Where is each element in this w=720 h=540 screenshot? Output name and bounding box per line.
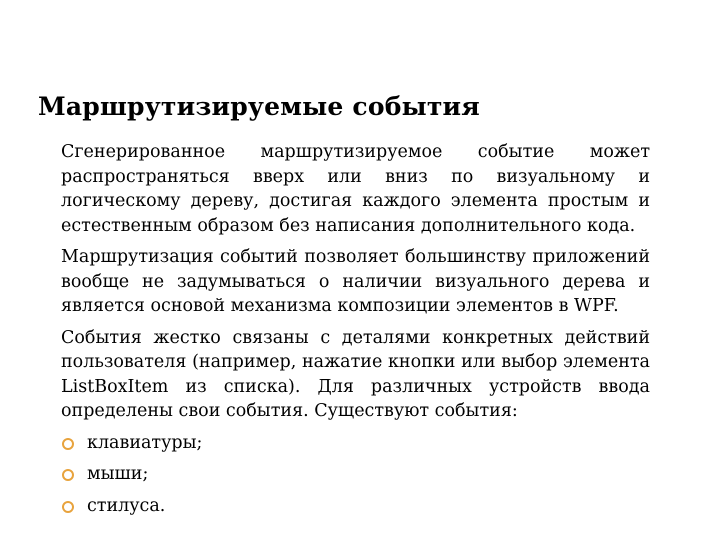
slide-title: Маршрутизируемые события — [38, 92, 480, 121]
hollow-circle-bullet-icon — [62, 469, 74, 481]
device-event-list — [61, 431, 650, 519]
hollow-circle-bullet-icon — [62, 438, 74, 450]
list-item-keyboard — [61, 431, 650, 456]
list-item-label: стилуса. — [87, 495, 166, 516]
paragraph-event-routing-benefit: Маршрутизация событий позволяет большинству приложений вообще не задумываться о наличии визуального дерева и является основой механизма композиции элементов в WPF. — [61, 247, 650, 316]
paragraph-routed-event-propagation: Сгенерированное маршрутизируемое событие может распространяться вверх или вниз по визуальному и логическому дереву, достигая каждого элемента простым и естественным образом без написания дополнительного кода. — [61, 142, 650, 236]
hollow-circle-bullet-icon — [62, 501, 74, 513]
list-item-stylus — [61, 494, 650, 519]
list-item-label: мыши; — [87, 464, 149, 484]
slide-body — [61, 140, 650, 525]
list-item-mouse — [61, 462, 650, 487]
list-item-label: клавиатуры; — [87, 432, 203, 453]
paragraph-device-events: События жестко связаны с деталями конкретных действий пользователя (например, нажатие кнопки или выбор элемента ListBoxItem из списка). Для различных устройств ввода определены свои события. Существуют события: — [61, 327, 650, 421]
